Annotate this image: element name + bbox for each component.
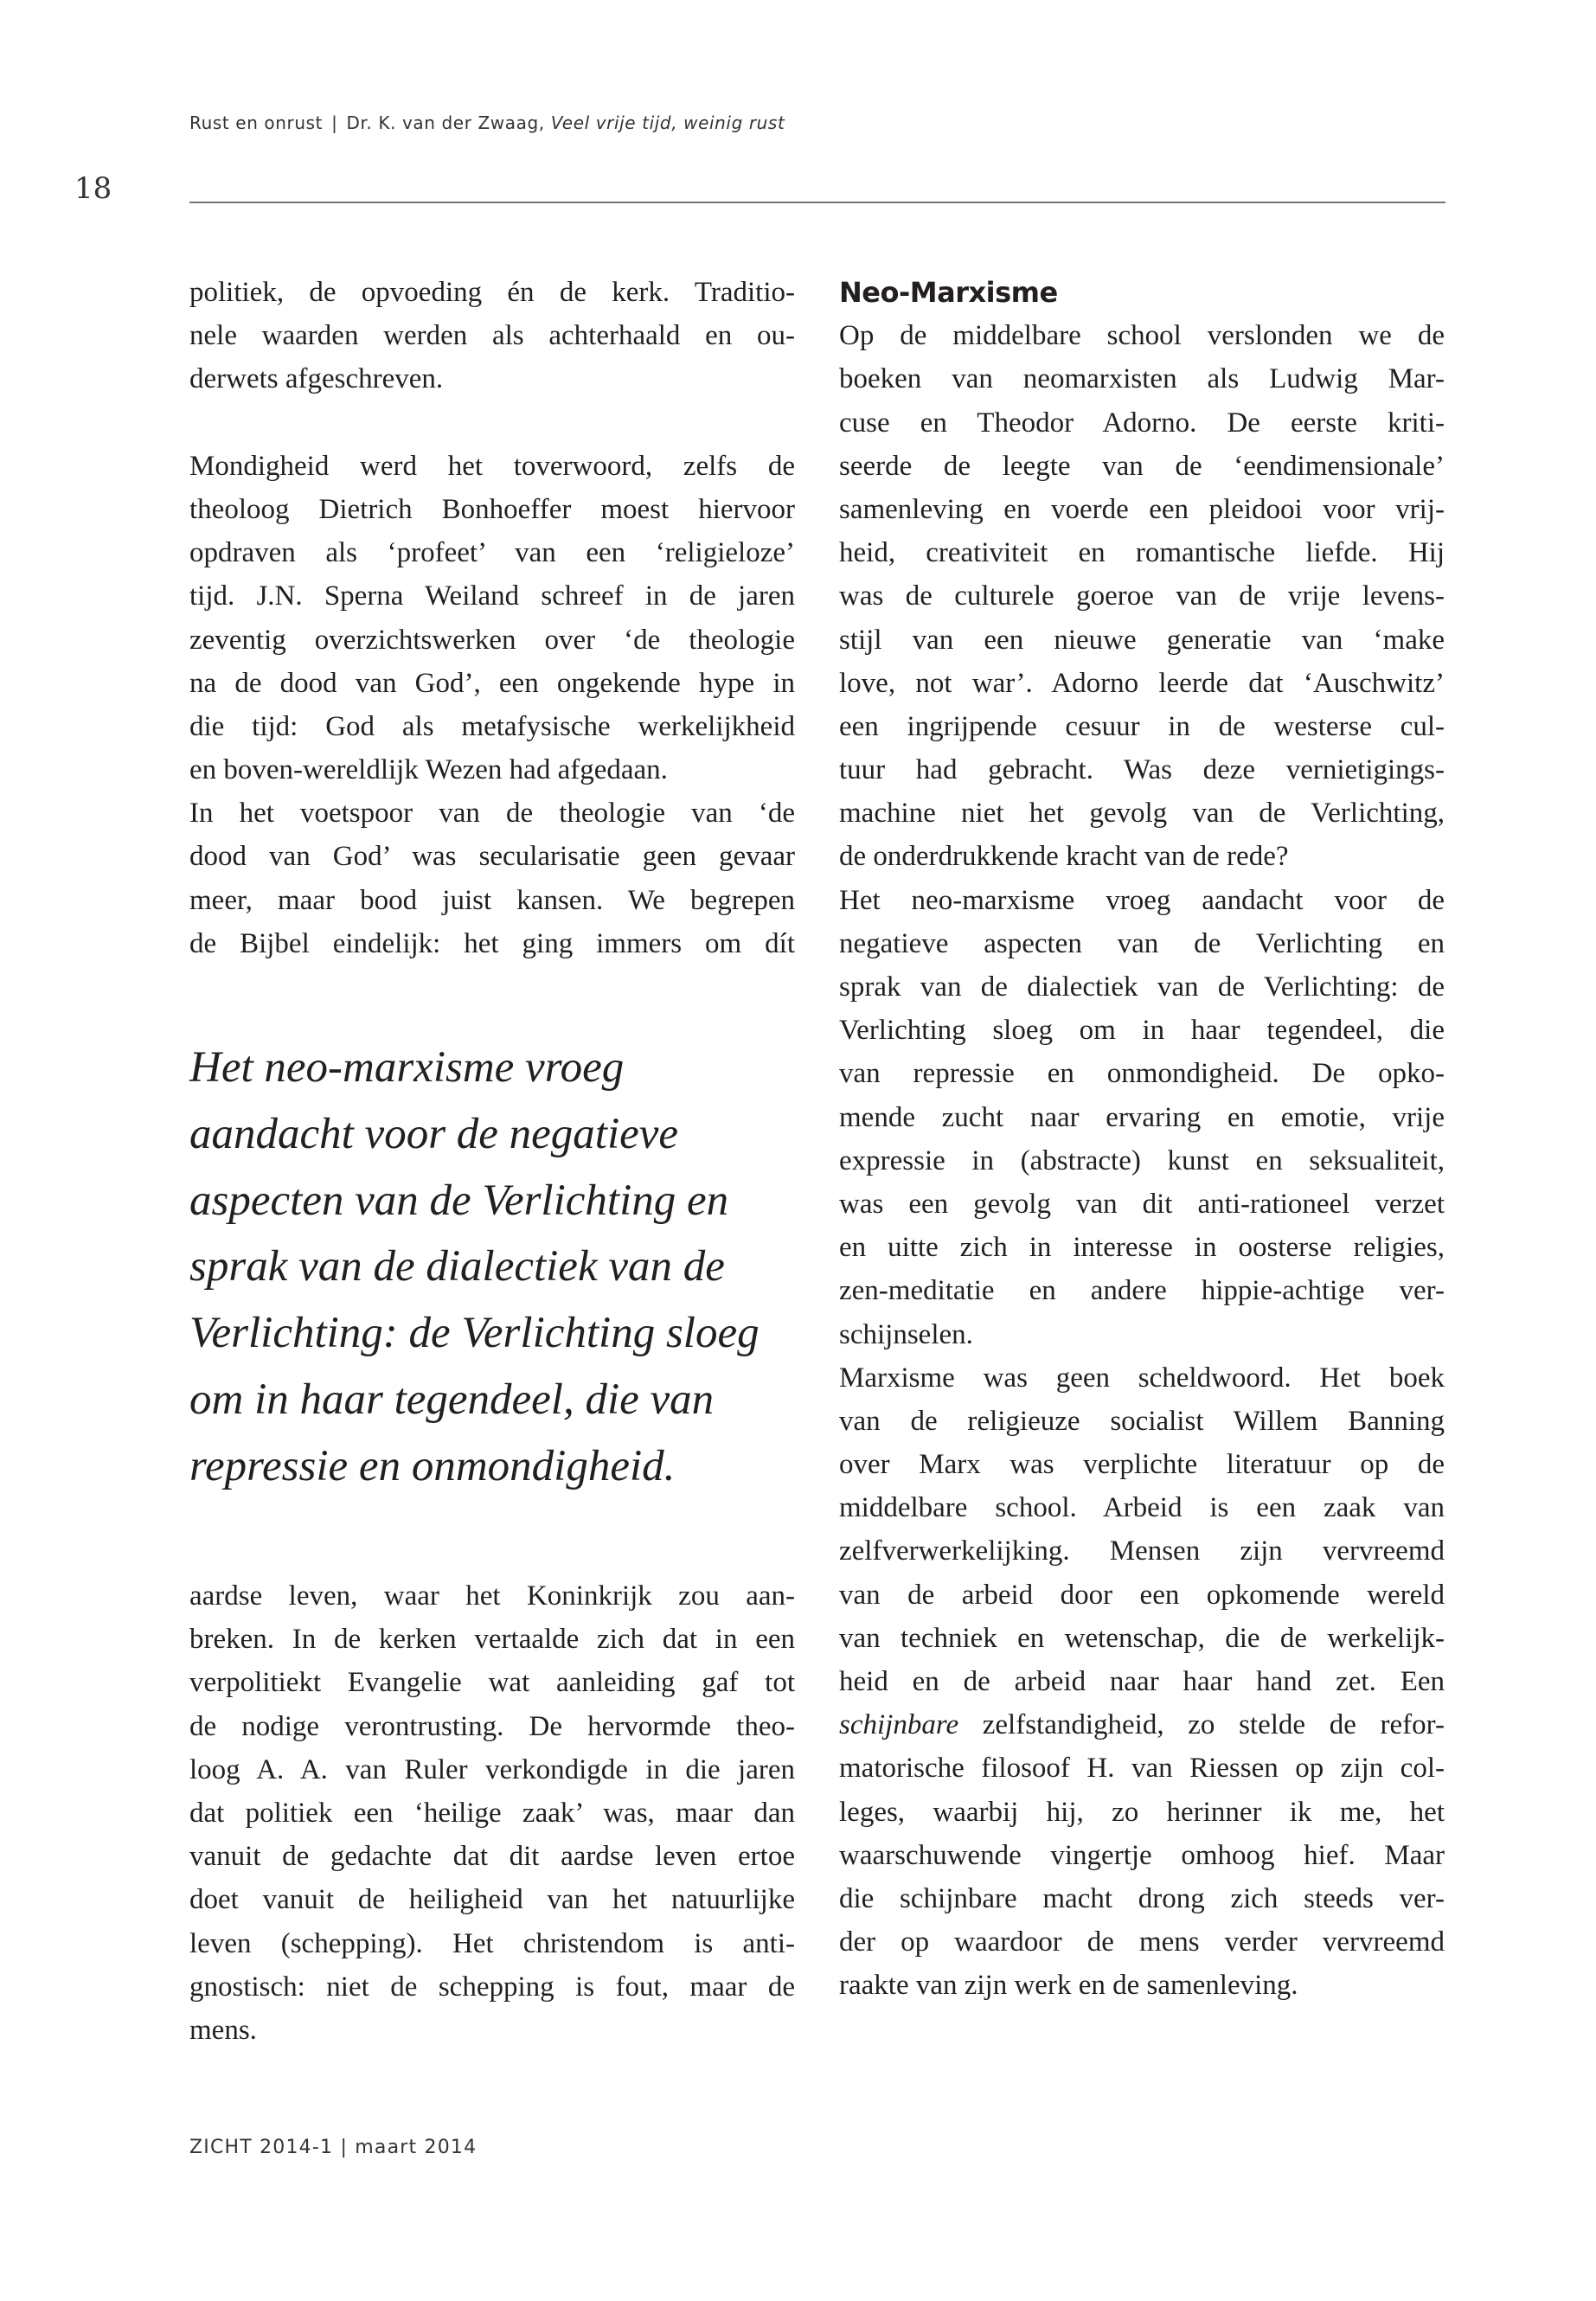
body-line: leven (schepping). Het christendom is anti- xyxy=(189,1927,795,1959)
body-line: nele waarden werden als achterhaald en ou- xyxy=(189,320,795,352)
body-line: een ingrijpende cesuur in de westerse cul- xyxy=(839,710,1445,742)
body-line: die schijnbare macht drong zich steeds ver- xyxy=(839,1882,1445,1914)
body-line: en boven-wereldlijk Wezen had afgedaan. xyxy=(189,754,668,786)
body-line: waarschuwende vingertje omhoog hief. Maar xyxy=(839,1839,1445,1871)
body-line: love, not war’. Adorno leerde dat ‘Auschwitz’ xyxy=(839,667,1445,699)
page-footer xyxy=(189,2137,477,2158)
body-line: Mondigheid werd het toverwoord, zelfs de xyxy=(189,450,795,482)
footer-journal: ZICHT 2014-1 xyxy=(189,2137,334,2158)
body-line: loog A. A. van Ruler verkondigde in die jaren xyxy=(189,1753,795,1785)
body-line: raakte van zijn werk en de samenleving. xyxy=(839,1970,1298,2002)
body-line: was een gevolg van dit anti-rationeel verzet xyxy=(839,1188,1445,1220)
running-header xyxy=(189,112,785,133)
body-line: Het neo-marxisme vroeg aandacht voor de xyxy=(839,884,1445,916)
body-line: tuur had gebracht. Was deze vernietigings- xyxy=(839,754,1445,786)
body-line: samenleving en voerde een pleidooi voor vrij- xyxy=(839,493,1445,525)
body-line: dat politiek een ‘heilige zaak’ was, maar dan xyxy=(189,1797,795,1829)
body-line: matorische filosoof H. van Riessen op zijn col- xyxy=(839,1753,1445,1785)
section-heading: Neo-Marxisme xyxy=(839,276,1058,309)
body-line: In het voetspoor van de theologie van ‘de xyxy=(189,798,795,830)
pull-quote-line: Verlichting: de Verlichting sloeg xyxy=(189,1309,760,1358)
body-line: vanuit de gedachte dat dit aardse leven ertoe xyxy=(189,1841,795,1873)
body-line: derwets afgeschreven. xyxy=(189,363,444,395)
body-line: aardse leven, waar het Koninkrijk zou aan- xyxy=(189,1580,795,1612)
body-line: machine niet het gevolg van de Verlichting, xyxy=(839,798,1445,830)
body-line: dood van God’ was secularisatie geen gevaar xyxy=(189,841,795,873)
header-separator: | xyxy=(331,112,338,133)
pull-quote-line: aandacht voor de negatieve xyxy=(189,1109,679,1158)
body-line: seerde de leegte van de ‘eendimensionale’ xyxy=(839,450,1445,482)
body-line: tijd. J.N. Sperna Weiland schreef in de jaren xyxy=(189,580,795,612)
body-line: sprak van de dialectiek van de Verlichting: de xyxy=(839,971,1445,1003)
body-line: zeventig overzichtswerken over ‘de theologie xyxy=(189,624,795,656)
body-line: mens. xyxy=(189,2014,257,2046)
pull-quote xyxy=(189,1035,830,1500)
body-line: heid en de arbeid naar haar hand zet. Een xyxy=(839,1666,1445,1697)
header-rule xyxy=(189,202,1445,203)
header-author: Dr. K. van der Zwaag, xyxy=(346,112,545,133)
body-line: breken. In de kerken vertaalde zich dat in een xyxy=(189,1624,795,1656)
body-line: na de dood van God’, een ongekende hype in xyxy=(189,667,795,699)
body-line: schijnselen. xyxy=(839,1318,973,1350)
body-line: cuse en Theodor Adorno. De eerste kriti- xyxy=(839,407,1445,439)
body-line: politiek, de opvoeding én de kerk. Traditio- xyxy=(189,277,795,308)
body-line: verpolitiekt Evangelie wat aanleiding gaf tot xyxy=(189,1667,795,1699)
pull-quote-line: Het neo-marxisme vroeg xyxy=(189,1043,625,1092)
body-line: van de arbeid door een opkomende wereld xyxy=(839,1579,1445,1611)
body-line: was de culturele goeroe van de vrije levens- xyxy=(839,580,1445,612)
body-line: de Bijbel eindelijk: het ging immers om dít xyxy=(189,927,795,959)
page-number: 18 xyxy=(74,171,112,206)
left-column-lower xyxy=(189,1574,795,2052)
body-line: over Marx was verplichte literatuur op de xyxy=(839,1449,1445,1481)
body-line: meer, maar bood juist kansen. We begrepen xyxy=(189,884,795,916)
left-column-upper xyxy=(189,271,795,965)
body-line: doet vanuit de heiligheid van het natuurlijke xyxy=(189,1884,795,1916)
body-line: heid, creativiteit en romantische liefde. Hij xyxy=(839,537,1445,569)
right-column xyxy=(839,271,1445,2008)
body-line: Op de middelbare school verslonden we de xyxy=(839,320,1445,352)
footer-date: maart 2014 xyxy=(355,2137,478,2158)
paragraph-gap xyxy=(189,401,795,445)
body-line-rest: zelfstandigheid, zo stelde de refor- xyxy=(958,1709,1445,1741)
body-line: zelfverwerkelijking. Mensen zijn vervreemd xyxy=(839,1535,1445,1567)
body-line: Marxisme was geen scheldwoord. Het boek xyxy=(839,1362,1445,1394)
body-line: van de religieuze socialist Willem Banning xyxy=(839,1405,1445,1437)
pull-quote-line: aspecten van de Verlichting en xyxy=(189,1176,729,1225)
body-line: zen-meditatie en andere hippie-achtige ver- xyxy=(839,1275,1445,1307)
pull-quote-line: om in haar tegendeel, die van xyxy=(189,1375,715,1424)
emphasis-word: schijnbare xyxy=(839,1709,959,1741)
header-article-title: Veel vrije tijd, weinig rust xyxy=(550,112,785,133)
pull-quote-line: repressie en onmondigheid. xyxy=(189,1441,676,1490)
body-line: gnostisch: niet de schepping is fout, maar de xyxy=(189,1971,795,2003)
body-line: leges, waarbij hij, zo herinner ik me, het xyxy=(839,1796,1445,1828)
body-line: boeken van neomarxisten als Ludwig Mar- xyxy=(839,363,1445,395)
body-line: Verlichting sloeg om in haar tegendeel, die xyxy=(839,1015,1445,1047)
body-line: expressie in (abstracte) kunst en seksualiteit, xyxy=(839,1144,1445,1176)
body-line: en uitte zich in interesse in oosterse religies, xyxy=(839,1232,1445,1264)
body-line: theoloog Dietrich Bonhoeffer moest hiervoor xyxy=(189,493,795,525)
body-line: middelbare school. Arbeid is een zaak van xyxy=(839,1492,1445,1524)
footer-separator: | xyxy=(340,2137,349,2158)
body-line: der op waardoor de mens verder vervreemd xyxy=(839,1926,1445,1958)
body-line: van repressie en onmondigheid. De opko- xyxy=(839,1058,1445,1090)
body-line: opdraven als ‘profeet’ van een ‘religieloze’ xyxy=(189,537,795,569)
header-section: Rust en onrust xyxy=(189,112,324,133)
pull-quote-line: sprak van de dialectiek van de xyxy=(189,1242,725,1292)
body-line: de nodige verontrusting. De hervormde theo- xyxy=(189,1710,795,1742)
body-line: de onderdrukkende kracht van de rede? xyxy=(839,841,1289,873)
body-line: die tijd: God als metafysische werkelijkheid xyxy=(189,710,795,742)
body-line: van techniek en wetenschap, die de werkelijk- xyxy=(839,1622,1445,1654)
body-line: negatieve aspecten van de Verlichting en xyxy=(839,927,1445,959)
body-line: stijl van een nieuwe generatie van ‘make xyxy=(839,624,1445,656)
body-line: mende zucht naar ervaring en emotie, vrije xyxy=(839,1101,1445,1133)
body-line xyxy=(839,1703,1445,1747)
